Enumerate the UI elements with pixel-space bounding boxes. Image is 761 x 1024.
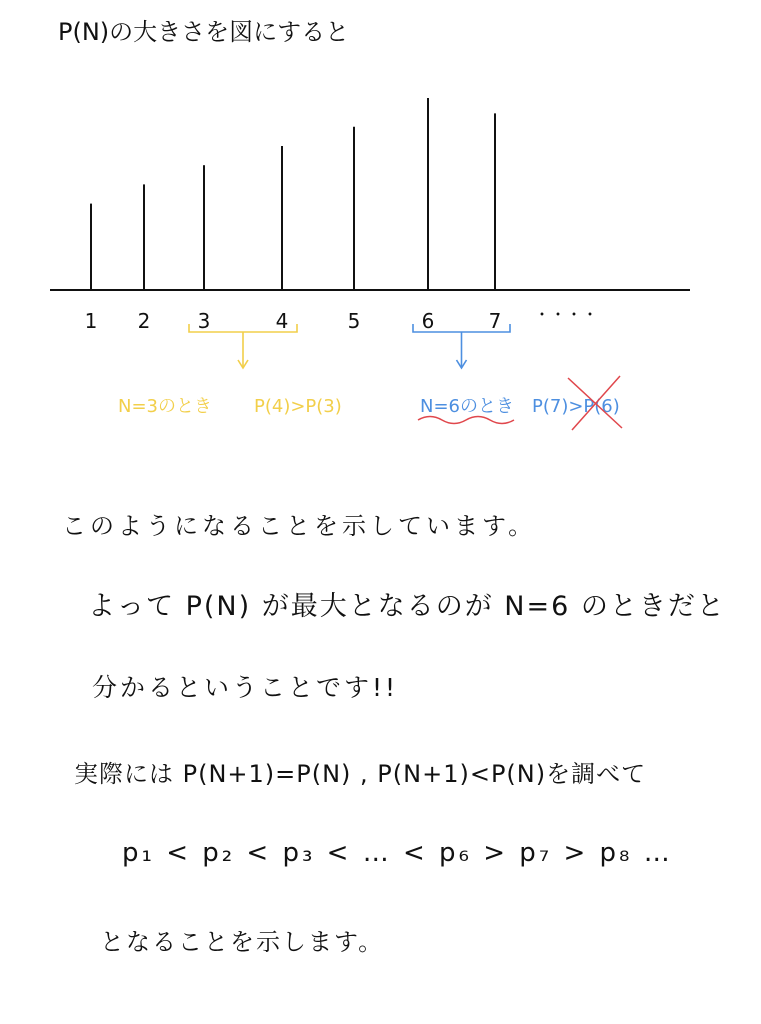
annotation-relation-n6: P(7)>P(6) (532, 396, 620, 417)
explanation-text: このようになることを示しています。 (62, 512, 537, 540)
annotations (118, 324, 622, 430)
annotation-relation-n3: P(4)>P(3) (254, 396, 342, 417)
inequality-line: p₁ < p₂ < p₃ < … < p₆ > p₇ > p₈ … (122, 838, 673, 868)
closing-line: となることを示します。 (100, 928, 385, 956)
tick-label-7: 7 (488, 309, 502, 333)
tick-label-5: 5 (347, 309, 361, 333)
tick-ellipsis: ・・・・ (533, 305, 599, 324)
method-line: 実際には P(N+1)=P(N) , P(N+1)<P(N)を調べて (74, 760, 647, 788)
tick-label-6: 6 (421, 309, 435, 333)
tick-label-4: 4 (275, 309, 289, 333)
tick-label-3: 3 (197, 309, 211, 333)
tick-label-2: 2 (137, 309, 151, 333)
bars (91, 98, 495, 290)
tick-label-1: 1 (84, 309, 98, 333)
annotation-condition-n3: N=3のとき (118, 396, 212, 417)
conclusion-line-1: よって P(N) が最大となるのが N=6 のときだと (88, 591, 726, 622)
tick-labels (85, 305, 598, 333)
page-title: P(N)の大きさを図にすると (58, 18, 350, 46)
annotation-condition-n6: N=6のとき (420, 396, 514, 417)
wavy-underline-n6 (418, 417, 514, 424)
probability-bar-chart (0, 40, 761, 500)
conclusion-line-2: 分かるということです!! (92, 673, 399, 702)
